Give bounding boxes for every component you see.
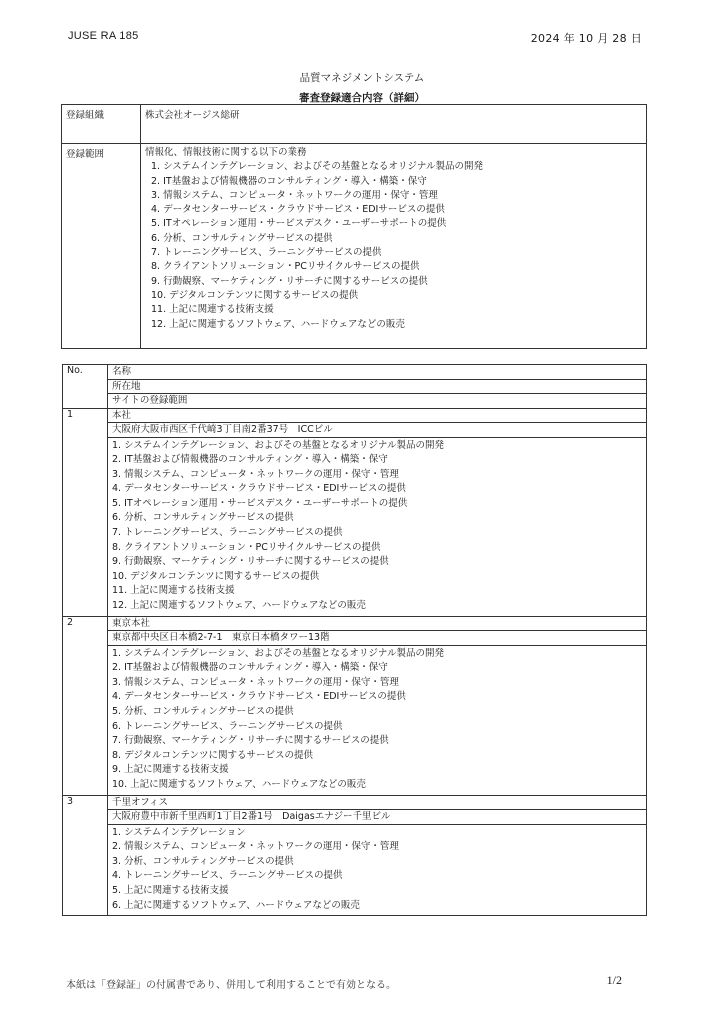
- scope-line: 12. 上記に関連するソフトウェア、ハードウェアなどの販売: [151, 318, 405, 330]
- site-scope-line: 7. トレーニングサービス、ラーニングサービスの提供: [112, 527, 343, 539]
- header-no: No.: [63, 365, 108, 409]
- registration-summary-table: [61, 104, 647, 349]
- scope-line: 10. デジタルコンテンツに関するサービスの提供: [151, 289, 359, 301]
- site-name: 東京本社: [108, 616, 647, 631]
- scope-line: 11. 上記に関連する技術支援: [151, 304, 274, 316]
- site-scope-line: 8. クライアントソリューション・PCリサイクルサービスの提供: [112, 541, 381, 553]
- site-scope-line: 11. 上記に関連する技術支援: [112, 585, 235, 597]
- footer-note: 本紙は「登録証」の付属書であり、併用して利用することで有効となる。: [66, 980, 396, 991]
- scope-line: 5. ITオペレーション運用・サービスデスク・ユーザーサポートの提供: [151, 218, 447, 230]
- site-name: 本社: [108, 408, 647, 423]
- site-scope-line: 8. デジタルコンテンツに関するサービスの提供: [112, 749, 314, 761]
- site-scope-line: 7. 行動観察、マーケティング・リサーチに関するサービスの提供: [112, 735, 389, 747]
- site-scope-line: 12. 上記に関連するソフトウェア、ハードウェアなどの販売: [112, 600, 366, 612]
- site-scope-line: 5. 分析、コンサルティングサービスの提供: [112, 706, 294, 717]
- scope-line: 7. トレーニングサービス、ラーニングサービスの提供: [151, 247, 382, 259]
- org-label: 登録組織: [62, 105, 141, 144]
- site-scope-line: 9. 上記に関連する技術支援: [112, 764, 229, 776]
- site-scope-line: 3. 分析、コンサルティングサービスの提供: [112, 855, 294, 867]
- site-address: 大阪府大阪市西区千代崎3丁目南2番37号 ICCビル: [108, 423, 647, 438]
- header-name: 名称: [108, 365, 647, 380]
- site-scope: [108, 437, 647, 616]
- site-scope-line: 3. 情報システム、コンピュータ・ネットワークの運用・保守・管理: [112, 468, 399, 480]
- site-scope-line: 1. システムインテグレーション、およびその基盤となるオリジナル製品の開発: [112, 439, 444, 451]
- site-name: 千里オフィス: [108, 795, 647, 810]
- page-number: 1/2: [606, 973, 622, 987]
- scope-line: 8. クライアントソリューション・PCリサイクルサービスの提供: [151, 261, 420, 273]
- site-scope-line: 2. 情報システム、コンピュータ・ネットワークの運用・保守・管理: [112, 841, 399, 853]
- site-address: 大阪府豊中市新千里西町1丁目2番1号 Daigasエナジー千里ビル: [108, 810, 647, 825]
- site-scope-line: 10. 上記に関連するソフトウェア、ハードウェアなどの販売: [112, 778, 366, 790]
- header-address: 所在地: [108, 379, 647, 394]
- site-scope-line: 6. 分析、コンサルティングサービスの提供: [112, 512, 294, 524]
- scope-line: 情報化、情報技術に関する以下の業務: [145, 147, 307, 158]
- site-scope-line: 6. トレーニングサービス、ラーニングサービスの提供: [112, 720, 343, 732]
- scope-line: 2. IT基盤および情報機器のコンサルティング・導入・構築・保守: [151, 175, 427, 187]
- site-no: 3: [63, 795, 108, 916]
- sites-table: [62, 364, 647, 916]
- site-scope-line: 9. 行動観察、マーケティング・リサーチに関するサービスの提供: [112, 556, 389, 568]
- document-subtitle: 審査登録適合内容（詳細）: [299, 92, 425, 104]
- document-id: JUSE RA 185: [68, 30, 139, 42]
- org-value: 株式会社オージス総研: [141, 105, 647, 144]
- site-scope-line: 2. IT基盤および情報機器のコンサルティング・導入・構築・保守: [112, 454, 388, 466]
- issue-date: 2024 年 10 月 28 日: [530, 32, 642, 45]
- header-scope: サイトの登録範囲: [108, 394, 647, 409]
- scope-line: 6. 分析、コンサルティングサービスの提供: [151, 232, 333, 244]
- site-scope-line: 5. ITオペレーション運用・サービスデスク・ユーザーサポートの提供: [112, 497, 408, 509]
- site-address: 東京都中央区日本橋2-7-1 東京日本橋タワー13階: [108, 631, 647, 646]
- site-scope-line: 4. データセンターサービス・クラウドサービス・EDIサービスの提供: [112, 483, 406, 495]
- site-no: 1: [63, 408, 108, 616]
- site-scope-line: 4. データセンターサービス・クラウドサービス・EDIサービスの提供: [112, 691, 406, 703]
- site-scope: [108, 824, 647, 916]
- scope-label: 登録範囲: [62, 144, 141, 349]
- site-scope-line: 5. 上記に関連する技術支援: [112, 884, 229, 896]
- site-no: 2: [63, 616, 108, 795]
- scope-list: [141, 144, 647, 349]
- scope-line: 1. システムインテグレーション、およびその基盤となるオリジナル製品の開発: [151, 161, 483, 173]
- site-scope-line: 4. トレーニングサービス、ラーニングサービスの提供: [112, 870, 343, 882]
- document-title: 品質マネジメントシステム: [299, 72, 425, 84]
- scope-line: 4. データセンターサービス・クラウドサービス・EDIサービスの提供: [151, 204, 445, 216]
- site-scope: [108, 645, 647, 795]
- site-scope-line: 6. 上記に関連するソフトウェア、ハードウェアなどの販売: [112, 899, 360, 911]
- scope-line: 9. 行動観察、マーケティング・リサーチに関するサービスの提供: [151, 275, 428, 287]
- site-scope-line: 3. 情報システム、コンピュータ・ネットワークの運用・保守・管理: [112, 676, 399, 688]
- scope-line: 3. 情報システム、コンピュータ・ネットワークの運用・保守・管理: [151, 189, 438, 201]
- site-scope-line: 10. デジタルコンテンツに関するサービスの提供: [112, 570, 320, 582]
- site-scope-line: 2. IT基盤および情報機器のコンサルティング・導入・構築・保守: [112, 662, 388, 674]
- site-scope-line: 1. システムインテグレーション、およびその基盤となるオリジナル製品の開発: [112, 647, 444, 659]
- site-scope-line: 1. システムインテグレーション: [112, 826, 246, 838]
